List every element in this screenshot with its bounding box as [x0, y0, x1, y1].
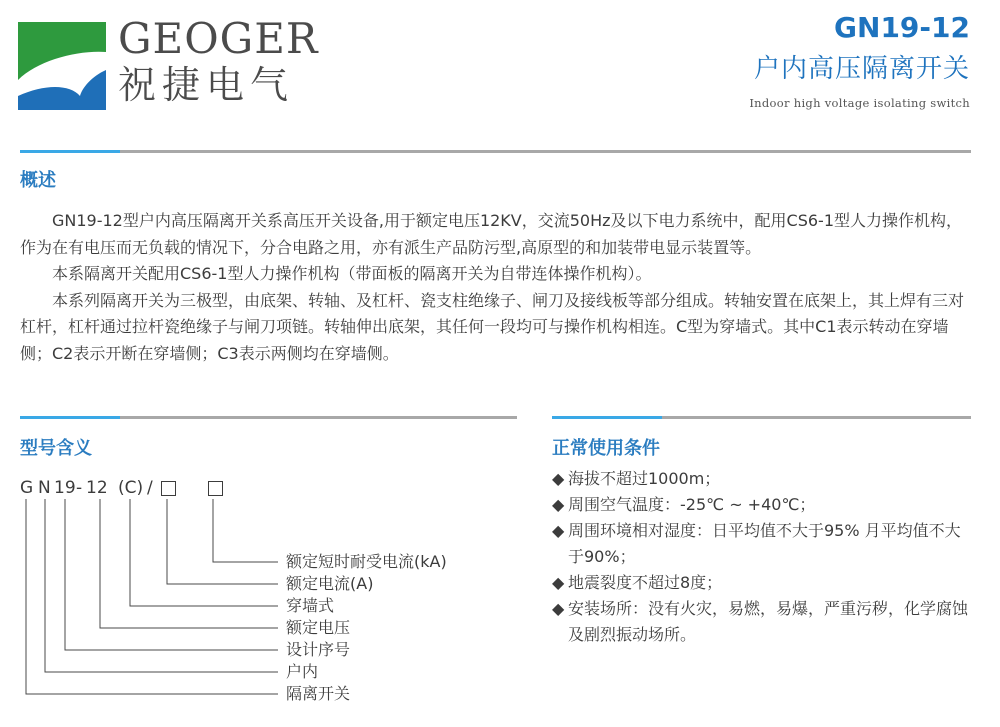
condition-text: 海拔不超过1000m；: [568, 469, 721, 488]
conditions-heading: 正常使用条件: [552, 438, 660, 459]
list-item: [552, 518, 976, 570]
condition-text: 安装场所：没有火灾，易燃，易爆，严重污秽，化学腐蚀及剧烈振动场所。: [568, 599, 969, 644]
section-divider-accent: [20, 416, 120, 419]
section-divider-accent: [552, 416, 662, 419]
product-title-cn: 户内高压隔离开关: [753, 54, 970, 84]
diamond-bullet-icon: ◆: [552, 573, 565, 592]
diamond-bullet-icon: ◆: [552, 495, 565, 514]
list-item: [552, 596, 976, 648]
list-item: [552, 466, 976, 492]
code-placeholder-box: [161, 481, 176, 496]
code-number: 12: [86, 478, 108, 498]
code-dash: -: [76, 478, 83, 498]
legend-isolating-switch: 隔离开关: [286, 684, 351, 703]
condition-text: 地震裂度不超过8度；: [568, 573, 723, 592]
condition-text: 周围环境相对湿度：日平均值不大于95% 月平均值不大于90%；: [568, 521, 961, 566]
legend-design-number: 设计序号: [286, 640, 351, 659]
conditions-list: [552, 466, 976, 648]
product-title-en: Indoor high voltage isolating switch: [749, 96, 970, 110]
section-divider: [120, 416, 517, 419]
code-number: 19: [54, 478, 76, 498]
section-divider-accent: [20, 150, 120, 153]
code-slash: /: [147, 478, 153, 498]
legend-rated-voltage: 额定电压: [286, 618, 351, 637]
section-divider: [120, 150, 971, 153]
code-placeholder-box: [208, 481, 223, 496]
list-item: [552, 570, 976, 596]
code-letter: N: [38, 478, 51, 498]
legend-rated-current: 额定电流(A): [286, 574, 374, 593]
overview-paragraph: 本系列隔离开关为三极型，由底架、转轴、及杠杆、瓷支柱绝缘子、闸刀及接线板等部分组成。转轴安置在底架上，其上焊有三对杠杆，杠杆通过拉杆瓷绝缘子与闸刀项链。转轴伸出底架，其任何一段均可与操作机构相连。C型为穿墙式。其中C1表示转动在穿墙侧；C2表示开断在穿墙侧；C3表示两侧均在穿墙侧。: [20, 290, 965, 363]
diamond-bullet-icon: ◆: [552, 469, 565, 488]
legend-short-time-current: 额定短时耐受电流(kA): [286, 552, 447, 571]
list-item: [552, 492, 976, 518]
code-letter: G: [20, 478, 34, 498]
brand-name-en: GEOGER: [118, 14, 319, 63]
legend-wall-type: 穿墙式: [286, 596, 335, 615]
legend-indoor: 户内: [286, 662, 319, 681]
brand-name-cn: 祝捷电气: [118, 63, 295, 107]
model-code-leader-lines: [0, 495, 300, 705]
overview-body: [20, 208, 976, 367]
code-suffix: (C): [118, 478, 144, 498]
diamond-bullet-icon: ◆: [552, 521, 565, 540]
diamond-bullet-icon: ◆: [552, 599, 565, 618]
product-model: GN19-12: [834, 11, 970, 44]
overview-paragraph: GN19-12型户内高压隔离开关系高压开关设备,用于额定电压12KV，交流50Hz及以下电力系统中，配用CS6-1型人力操作机构，作为在有电压而无负载的情况下，分合电路之用，亦有派生产品防污型,高原型的和加装带电显示装置等。: [20, 211, 962, 257]
model-meaning-heading: 型号含义: [20, 438, 92, 459]
overview-heading: 概述: [20, 170, 56, 191]
overview-paragraph: 本系隔离开关配用CS6-1型人力操作机构（带面板的隔离开关为自带连体操作机构）。: [52, 264, 652, 283]
section-divider: [662, 416, 971, 419]
condition-text: 周围空气温度：-25℃ ~ +40℃；: [568, 495, 816, 514]
geoger-logo-icon: [18, 22, 106, 110]
